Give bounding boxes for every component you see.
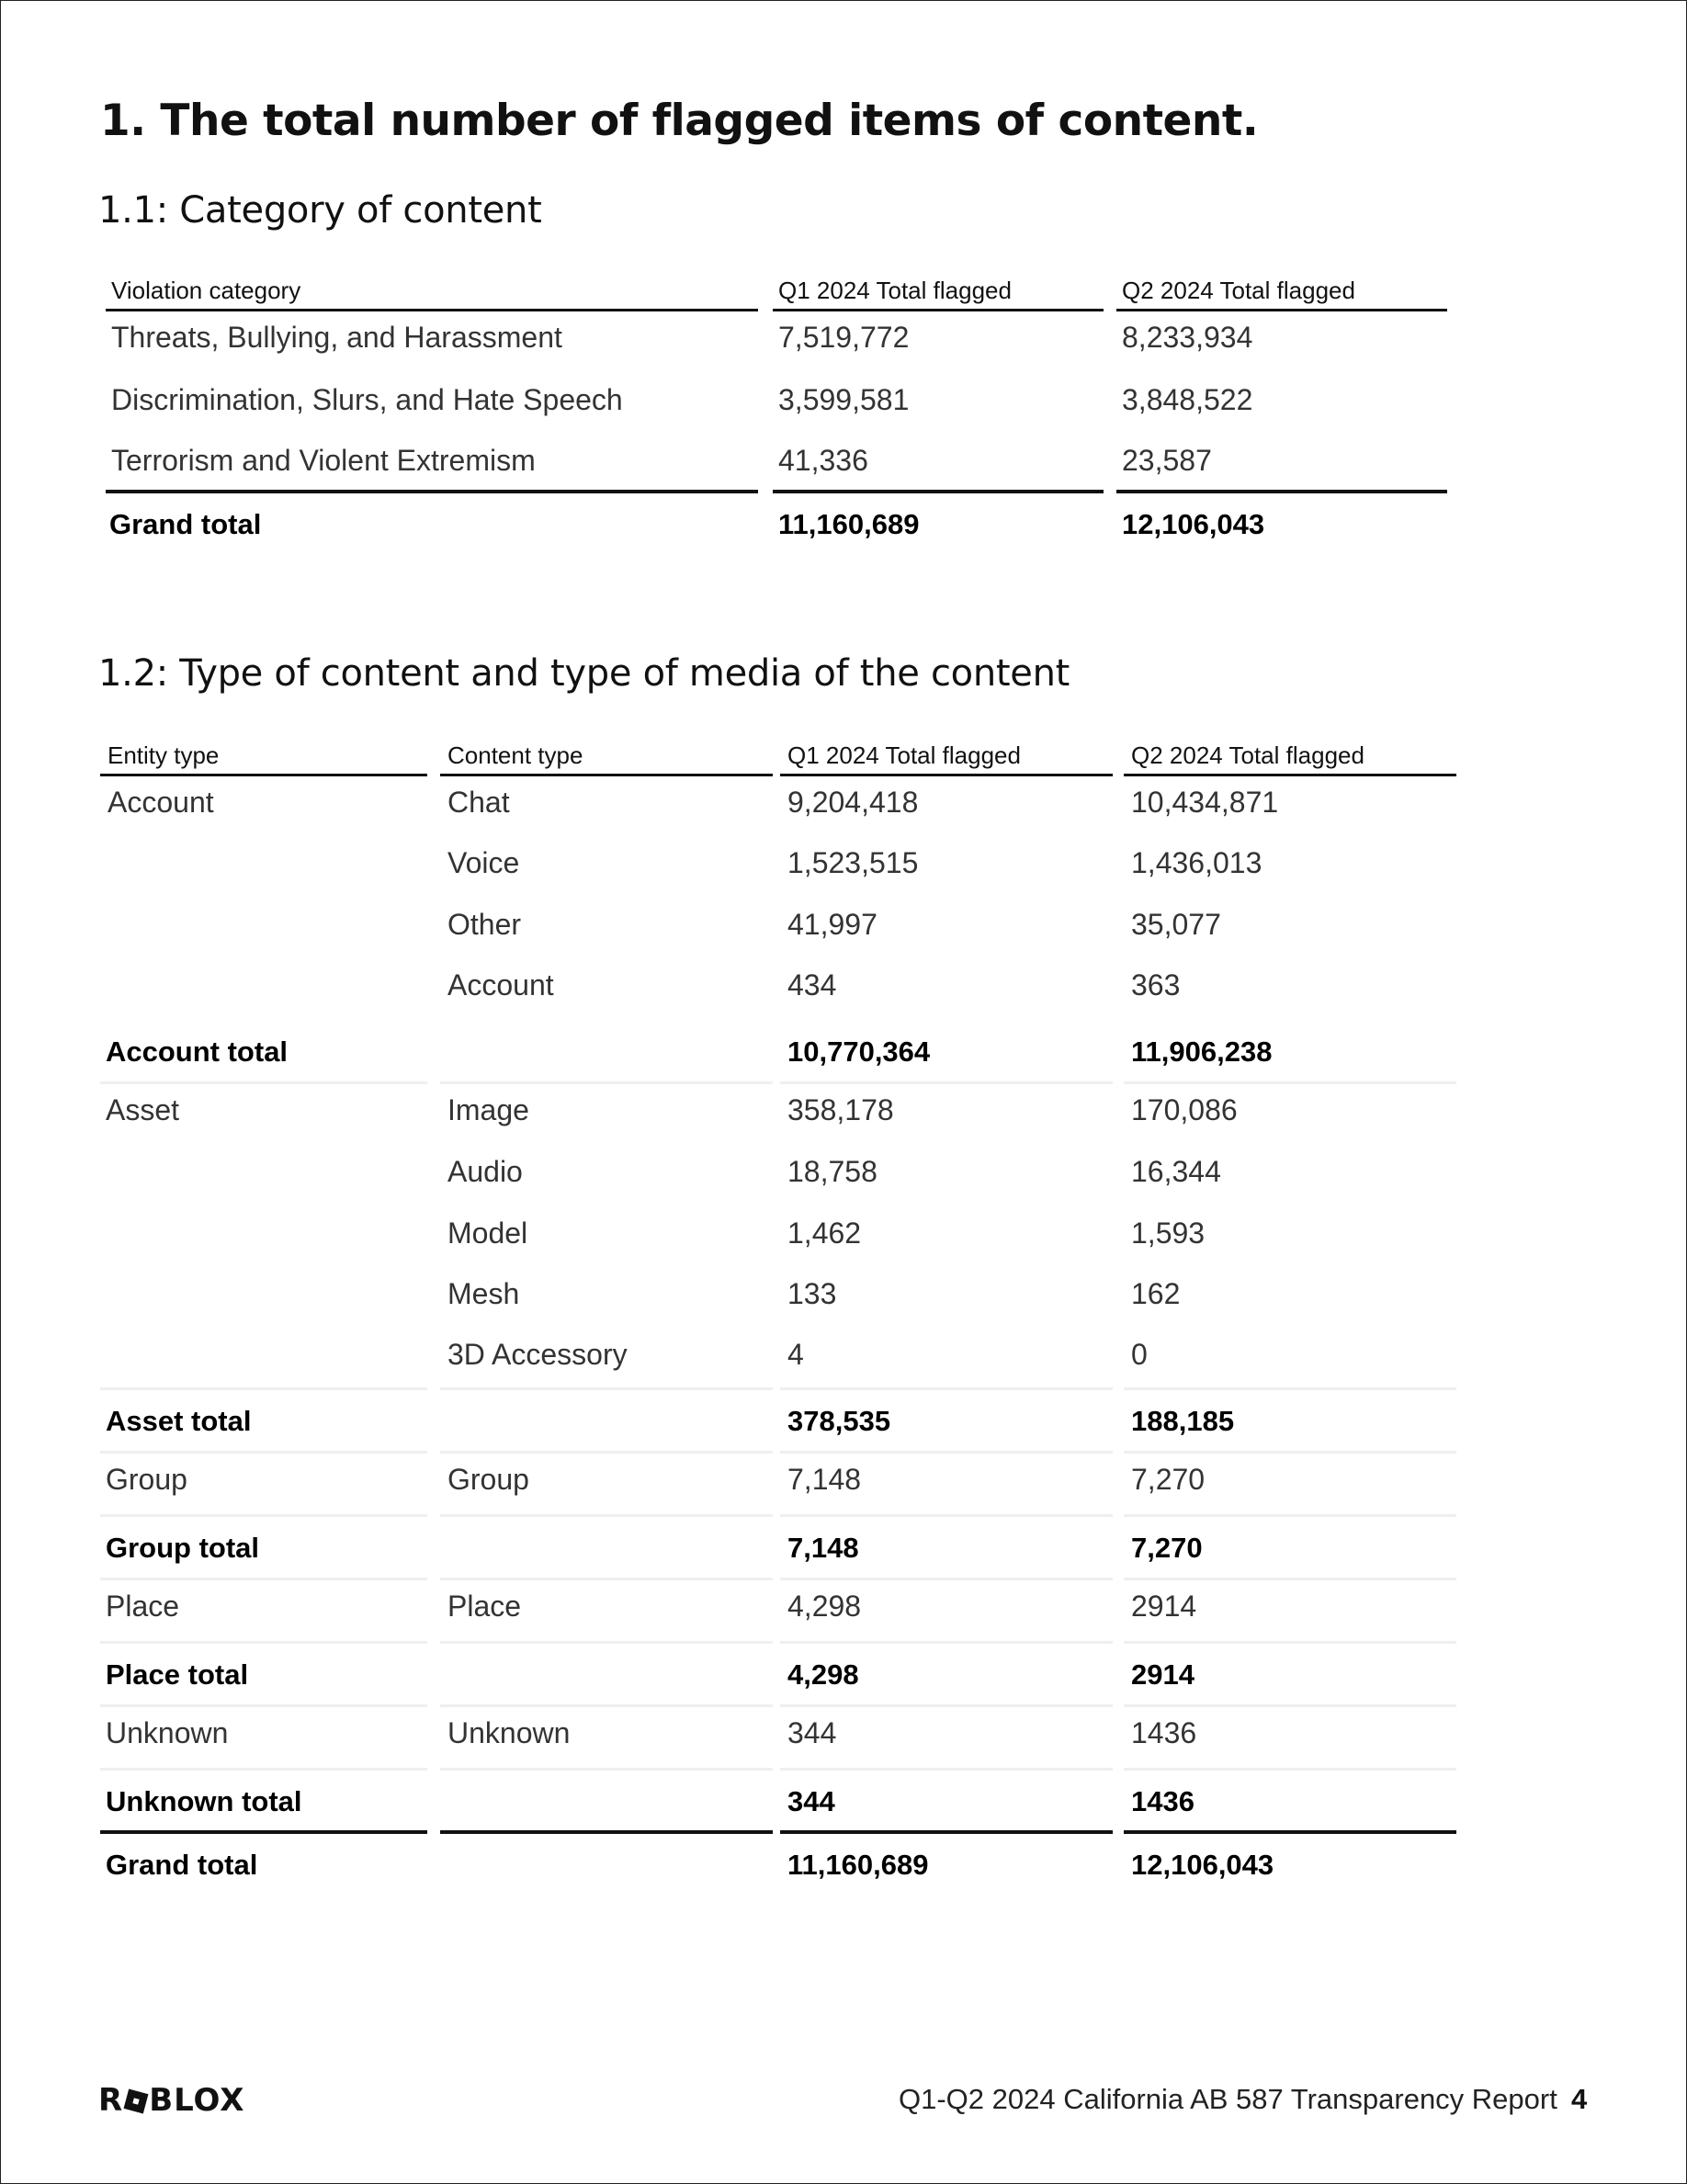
table-cell [100,1268,427,1329]
table-cell: Grand total [106,1849,258,1881]
table-cell: 18,758 [787,1155,877,1188]
table-cell: Unknown [440,1707,773,1771]
table-cell: Unknown [100,1707,427,1771]
table-cell: 41,997 [787,908,877,941]
table-cell: 7,519,772 [778,321,910,354]
table-cell: Place [440,1580,773,1644]
table-cell: 10,434,871 [1131,786,1279,819]
table-cell: 7,148 [780,1517,1113,1580]
table-cell: 358,178 [787,1093,894,1126]
table-cell: 10,770,364 [780,1021,1113,1084]
table-cell [100,1146,427,1207]
table-cell: 1,462 [787,1216,862,1250]
table-cell: 7,148 [780,1454,1113,1517]
table-cell: Image [447,1093,529,1126]
table-cell [440,1390,773,1454]
table-cell: 4,298 [780,1644,1113,1707]
table-cell: 1436 [1124,1707,1456,1771]
column-header: Q2 2024 Total flagged [1124,734,1456,776]
page-number: 4 [1571,2083,1588,2115]
table-cell: 3D Accessory [440,1329,773,1390]
table-cell: Discrimination, Slurs, and Hate Speech [111,383,623,416]
table-cell [440,1021,773,1084]
table-cell: 35,077 [1131,908,1221,941]
logo-square-icon [124,2089,149,2114]
table-cell: 8,233,934 [1122,321,1253,354]
table-cell: Account [108,786,214,819]
table-cell: 378,535 [780,1390,1113,1454]
table-cell: Group total [100,1517,427,1580]
table-cell: Audio [447,1155,523,1188]
table-cell: Account [447,968,554,1001]
column-header: Content type [440,734,773,776]
table-cell [100,1329,427,1390]
table-cell: 2914 [1124,1580,1456,1644]
roblox-logo: R BLOX [98,2082,245,2119]
table-cell [440,1644,773,1707]
table-cell [100,959,427,1021]
table-cell: 4 [780,1329,1113,1390]
table-cell: Group [100,1454,427,1517]
table-cell: 434 [787,968,837,1001]
column-header: Q1 2024 Total flagged [780,734,1113,776]
table-cell: Asset total [100,1390,427,1454]
report-title: Q1-Q2 2024 California AB 587 Transparency Report [899,2083,1557,2115]
table-cell: 133 [787,1277,837,1310]
table-cell: 16,344 [1131,1155,1221,1188]
table-cell [440,1517,773,1580]
table-cell: 344 [780,1771,1113,1834]
table-cell: 363 [1131,968,1181,1001]
table-cell: 11,160,689 [773,490,1104,550]
table-cell: Mesh [447,1277,520,1310]
table-cell: Chat [447,786,510,819]
section-1-2-title: 1.2: Type of content and type of media of the content [98,652,1070,695]
table-cell: Account total [100,1021,427,1084]
table-cell: 1436 [1124,1771,1456,1834]
table-cell: 11,906,238 [1124,1021,1456,1084]
table-cell: 23,587 [1122,444,1212,477]
table-cell: 12,106,043 [1116,490,1447,550]
table-cell: 170,086 [1131,1093,1238,1126]
table-cell: Unknown total [100,1771,427,1834]
table-cell: 1,436,013 [1131,846,1262,879]
table-cell: 7,270 [1124,1517,1456,1580]
page-heading: 1. The total number of flagged items of content. [100,96,1259,146]
table-cell: 4,298 [780,1580,1113,1644]
table-cell: 12,106,043 [1131,1849,1274,1881]
table-cell [100,837,427,899]
table-cell: Asset [106,1093,180,1126]
table-cell: Terrorism and Violent Extremism [111,444,536,477]
table-cell: Place [100,1580,427,1644]
table-cell: Model [447,1216,528,1250]
table-cell [440,1834,773,1895]
table-cell: Voice [447,846,520,879]
table-cell [100,1207,427,1268]
table-cell: 3,848,522 [1122,383,1253,416]
table-cell: Other [447,908,522,941]
column-header: Entity type [100,734,427,776]
table-cell: Group [440,1454,773,1517]
section-1-1-title: 1.1: Category of content [98,189,542,232]
column-header: Q2 2024 Total flagged [1116,269,1447,311]
table-cell: Grand total [106,490,758,550]
table-cell: 344 [780,1707,1113,1771]
table-cell: 188,185 [1124,1390,1456,1454]
table-cell: Threats, Bullying, and Harassment [111,321,562,354]
column-header: Q1 2024 Total flagged [773,269,1104,311]
table-cell: 41,336 [778,444,868,477]
table-cell: Place total [100,1644,427,1707]
table-cell: 1,523,515 [787,846,919,879]
table-cell: 162 [1131,1277,1181,1310]
table-cell: 1,593 [1131,1216,1206,1250]
table-cell [100,899,427,959]
table-cell: 3,599,581 [778,383,910,416]
column-header: Violation category [106,269,758,311]
table-cell: 7,270 [1124,1454,1456,1517]
table-cell [440,1771,773,1834]
table-cell: 11,160,689 [787,1849,929,1881]
table-cell: 2914 [1124,1644,1456,1707]
table-cell: 9,204,418 [787,786,919,819]
table-cell: 0 [1124,1329,1456,1390]
